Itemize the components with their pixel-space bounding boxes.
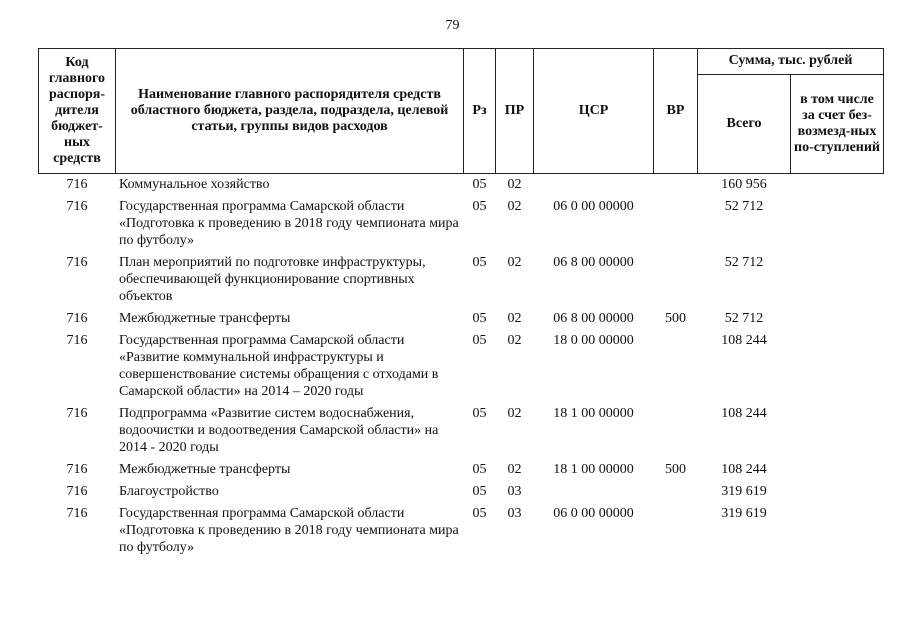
row-code: 716 (66, 311, 88, 326)
row-total: 108 244 (721, 406, 767, 421)
row-total: 52 712 (724, 311, 764, 326)
row-total: 319 619 (721, 484, 767, 499)
row-vr (654, 330, 698, 403)
row-pr: 03 (507, 506, 522, 521)
row-pr: 02 (507, 199, 522, 214)
row-total: 108 244 (721, 462, 767, 477)
row-code: 716 (66, 506, 88, 521)
row-rz: 05 (472, 255, 487, 270)
row-total: 52 712 (724, 199, 764, 214)
row-csr (534, 174, 654, 197)
row-csr: 18 1 00 00000 (553, 462, 634, 477)
row-rz: 05 (472, 199, 487, 214)
row-name: Государственная программа Самарской области «Подготовка к проведению в 2018 году чемпионата мира по футболу» (119, 506, 459, 555)
row-csr: 06 8 00 00000 (553, 311, 634, 326)
row-name: План мероприятий по подготовке инфраструктуры, обеспечивающей функционирование спортивных объектов (119, 255, 426, 304)
header-vr: ВР (654, 49, 698, 174)
table-row (39, 308, 884, 330)
row-including (791, 503, 884, 559)
row-total: 160 956 (721, 177, 767, 192)
row-vr (654, 403, 698, 459)
row-name: Государственная программа Самарской области «Подготовка к проведению в 2018 году чемпионата мира по футболу» (119, 199, 459, 248)
row-pr: 02 (507, 311, 522, 326)
header-name: Наименование главного распорядителя средств областного бюджета, раздела, подраздела, целевой статьи, группы видов расходов (116, 49, 464, 174)
header-including: в том числе за счет без-возмезд-ных по-ступлений (791, 74, 884, 173)
table-row (39, 503, 884, 559)
row-rz: 05 (472, 462, 487, 477)
row-including (791, 403, 884, 459)
row-including (791, 252, 884, 308)
table-row (39, 252, 884, 308)
row-vr (654, 252, 698, 308)
row-vr (654, 481, 698, 503)
table-row (39, 174, 884, 197)
row-rz: 05 (472, 484, 487, 499)
header-pr: ПР (496, 49, 534, 174)
row-including (791, 308, 884, 330)
row-name: Межбюджетные трансферты (119, 311, 291, 326)
header-row-1 (39, 49, 884, 75)
header-code: Код главного распоря-дителя бюджет-ных средств (39, 49, 116, 174)
table-row (39, 459, 884, 481)
row-vr: 500 (665, 311, 686, 326)
row-code: 716 (66, 406, 88, 421)
row-code: 716 (66, 484, 88, 499)
row-pr: 02 (507, 333, 522, 348)
row-including (791, 196, 884, 252)
header-rz: Рз (464, 49, 496, 174)
row-rz: 05 (472, 311, 487, 326)
table-row (39, 330, 884, 403)
row-vr (654, 174, 698, 197)
row-pr: 03 (507, 484, 522, 499)
row-total: 319 619 (721, 506, 767, 521)
table-row (39, 196, 884, 252)
row-code: 716 (66, 199, 88, 214)
row-total: 108 244 (721, 333, 767, 348)
header-total: Всего (698, 74, 791, 173)
row-name: Государственная программа Самарской области «Развитие коммунальной инфраструктуры и совершенствование системы обращения с отходами в Самарской области» на 2014 – 2020 годы (119, 333, 439, 399)
row-code: 716 (66, 177, 88, 192)
row-csr (534, 481, 654, 503)
row-including (791, 459, 884, 481)
row-rz: 05 (472, 333, 487, 348)
row-including (791, 174, 884, 197)
row-name: Межбюджетные трансферты (119, 462, 291, 477)
row-including (791, 481, 884, 503)
row-code: 716 (66, 462, 88, 477)
row-total: 52 712 (724, 255, 764, 270)
row-vr: 500 (665, 462, 686, 477)
budget-table (38, 48, 884, 559)
row-pr: 02 (507, 177, 522, 192)
row-csr: 18 1 00 00000 (553, 406, 634, 421)
row-csr: 18 0 00 00000 (553, 333, 634, 348)
row-name: Подпрограмма «Развитие систем водоснабжения, водоочистки и водоотведения Самарской области» на 2014 - 2020 годы (119, 406, 439, 455)
table-row (39, 481, 884, 503)
row-name: Коммунальное хозяйство (119, 177, 270, 192)
header-sum: Сумма, тыс. рублей (698, 49, 884, 75)
page-number: 79 (445, 18, 460, 33)
row-rz: 05 (472, 506, 487, 521)
row-csr: 06 0 00 00000 (553, 199, 634, 214)
row-pr: 02 (507, 406, 522, 421)
header-csr: ЦСР (534, 49, 654, 174)
row-code: 716 (66, 255, 88, 270)
table-body (39, 174, 884, 560)
row-code: 716 (66, 333, 88, 348)
row-rz: 05 (472, 177, 487, 192)
row-name: Благоустройство (119, 484, 219, 499)
row-pr: 02 (507, 462, 522, 477)
row-vr (654, 503, 698, 559)
row-csr: 06 8 00 00000 (553, 255, 634, 270)
table-row (39, 403, 884, 459)
row-rz: 05 (472, 406, 487, 421)
row-including (791, 330, 884, 403)
row-csr: 06 0 00 00000 (553, 506, 634, 521)
row-vr (654, 196, 698, 252)
row-pr: 02 (507, 255, 522, 270)
